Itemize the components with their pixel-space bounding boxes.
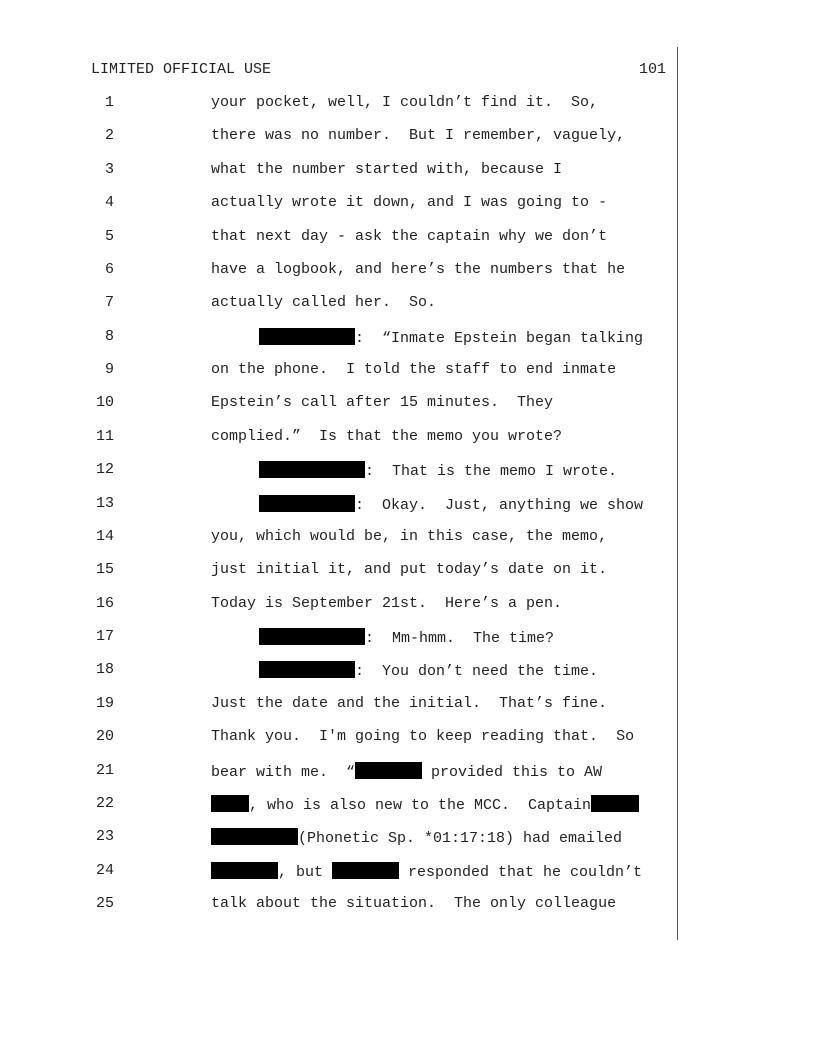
- line-number: 11: [95, 427, 114, 445]
- line-text: there was no number. But I remember, vaguely,: [211, 127, 626, 145]
- line-number: 21: [95, 761, 114, 779]
- line-text-mixed: [211, 828, 622, 848]
- transcript-line: [0, 595, 816, 628]
- line-text: that next day - ask the captain why we don’t: [211, 227, 608, 245]
- line-text-mixed: [211, 762, 602, 782]
- line-text: Thank you. I'm going to keep reading that. So: [211, 728, 635, 746]
- line-number: 16: [95, 594, 114, 612]
- line-number: 22: [95, 794, 114, 812]
- line-text-part: , but: [278, 863, 333, 881]
- line-text-part: responded that he couldn’t: [399, 863, 643, 881]
- line-text: actually wrote it down, and I was going to -: [211, 194, 608, 212]
- redaction-bar: [355, 762, 422, 779]
- line-text: you, which would be, in this case, the memo,: [211, 527, 608, 545]
- speaker-line: [259, 328, 643, 348]
- transcript-line: [0, 261, 816, 294]
- transcript-line: [0, 361, 816, 394]
- line-text: Today is September 21st. Here’s a pen.: [211, 594, 563, 612]
- line-number: 18: [95, 661, 114, 679]
- transcript-line: [0, 661, 816, 694]
- redaction-bar: [259, 628, 365, 645]
- redaction-bar: [591, 795, 639, 812]
- speaker-line: [259, 628, 554, 648]
- line-number: 6: [104, 260, 114, 278]
- redaction-bar: [211, 862, 278, 879]
- speaker-line: [259, 661, 598, 681]
- speaker-line: [259, 495, 643, 515]
- line-text: your pocket, well, I couldn’t find it. So,: [211, 94, 599, 111]
- transcript-line: [0, 228, 816, 261]
- transcript-line: [0, 828, 816, 861]
- line-number: 19: [95, 694, 114, 712]
- line-number: 4: [104, 194, 114, 212]
- line-number: 23: [95, 828, 114, 846]
- transcript-line: [0, 762, 816, 795]
- line-text-part: , who is also new to the MCC. Captain: [249, 796, 592, 814]
- transcript-line: [0, 561, 816, 594]
- line-text-part: (Phonetic Sp. *01:17:18) had emailed: [298, 830, 623, 848]
- line-text-mixed: [211, 795, 639, 815]
- redaction-bar: [259, 661, 355, 678]
- line-number: 15: [95, 561, 114, 579]
- line-number: 7: [104, 294, 114, 312]
- transcript-line: [0, 495, 816, 528]
- line-text: Just the date and the initial. That’s fine.: [211, 694, 608, 712]
- line-number: 1: [104, 94, 114, 111]
- transcript-line: [0, 194, 816, 227]
- transcript-line: [0, 795, 816, 828]
- page-number: 101: [638, 61, 666, 78]
- redaction-bar: [259, 328, 355, 345]
- line-text-part: provided this to AW: [422, 763, 603, 781]
- line-number: 20: [95, 728, 114, 746]
- redaction-bar: [211, 795, 249, 812]
- line-number: 24: [95, 861, 114, 879]
- line-text: : Mm-hmm. The time?: [365, 630, 555, 647]
- redaction-bar: [259, 461, 365, 478]
- line-text: talk about the situation. The only colleague: [211, 895, 617, 912]
- header-classification: LIMITED OFFICIAL USE: [91, 61, 272, 78]
- transcript-line: [0, 528, 816, 561]
- line-number: 5: [104, 227, 114, 245]
- redaction-bar: [211, 828, 298, 845]
- transcript-line: [0, 461, 816, 494]
- transcript-line: [0, 294, 816, 327]
- line-number: 2: [104, 127, 114, 145]
- transcript-line: [0, 394, 816, 427]
- line-number: 13: [95, 494, 114, 512]
- transcript-line: [0, 328, 816, 361]
- line-number: 17: [95, 628, 114, 645]
- line-text: on the phone. I told the staff to end inmate: [211, 361, 617, 378]
- transcript-line: [0, 628, 816, 661]
- line-text-mixed: [211, 862, 642, 882]
- transcript-line: [0, 161, 816, 194]
- transcript-line: [0, 728, 816, 761]
- line-text: : Okay. Just, anything we show: [355, 496, 644, 514]
- line-text: Epstein’s call after 15 minutes. They: [211, 394, 554, 412]
- line-text: : That is the memo I wrote.: [365, 463, 618, 481]
- line-text: : You don’t need the time.: [355, 663, 599, 681]
- transcript-line: [0, 127, 816, 160]
- line-text: have a logbook, and here’s the numbers that he: [211, 260, 626, 278]
- line-text: what the number started with, because I: [211, 160, 563, 178]
- transcript-line: [0, 695, 816, 728]
- line-number: 25: [95, 895, 114, 912]
- transcript-line: [0, 428, 816, 461]
- redaction-bar: [259, 495, 355, 512]
- redaction-bar: [332, 862, 399, 879]
- speaker-line: [259, 461, 617, 481]
- line-number: 8: [104, 327, 114, 345]
- line-text-part: bear with me. “: [211, 763, 356, 781]
- line-number: 14: [95, 527, 114, 545]
- transcript-line: [0, 895, 816, 928]
- line-text: : “Inmate Epstein began talking: [355, 329, 644, 347]
- line-number: 3: [104, 160, 114, 178]
- line-number: 12: [95, 461, 114, 479]
- transcript-body: [0, 94, 816, 928]
- line-text: actually called her. So.: [211, 294, 437, 312]
- line-number: 9: [104, 361, 114, 378]
- transcript-line: [0, 94, 816, 127]
- transcript-line: [0, 862, 816, 895]
- line-text: complied.” Is that the memo you wrote?: [211, 427, 563, 445]
- line-text: just initial it, and put today’s date on it.: [211, 561, 608, 579]
- line-number: 10: [95, 394, 114, 412]
